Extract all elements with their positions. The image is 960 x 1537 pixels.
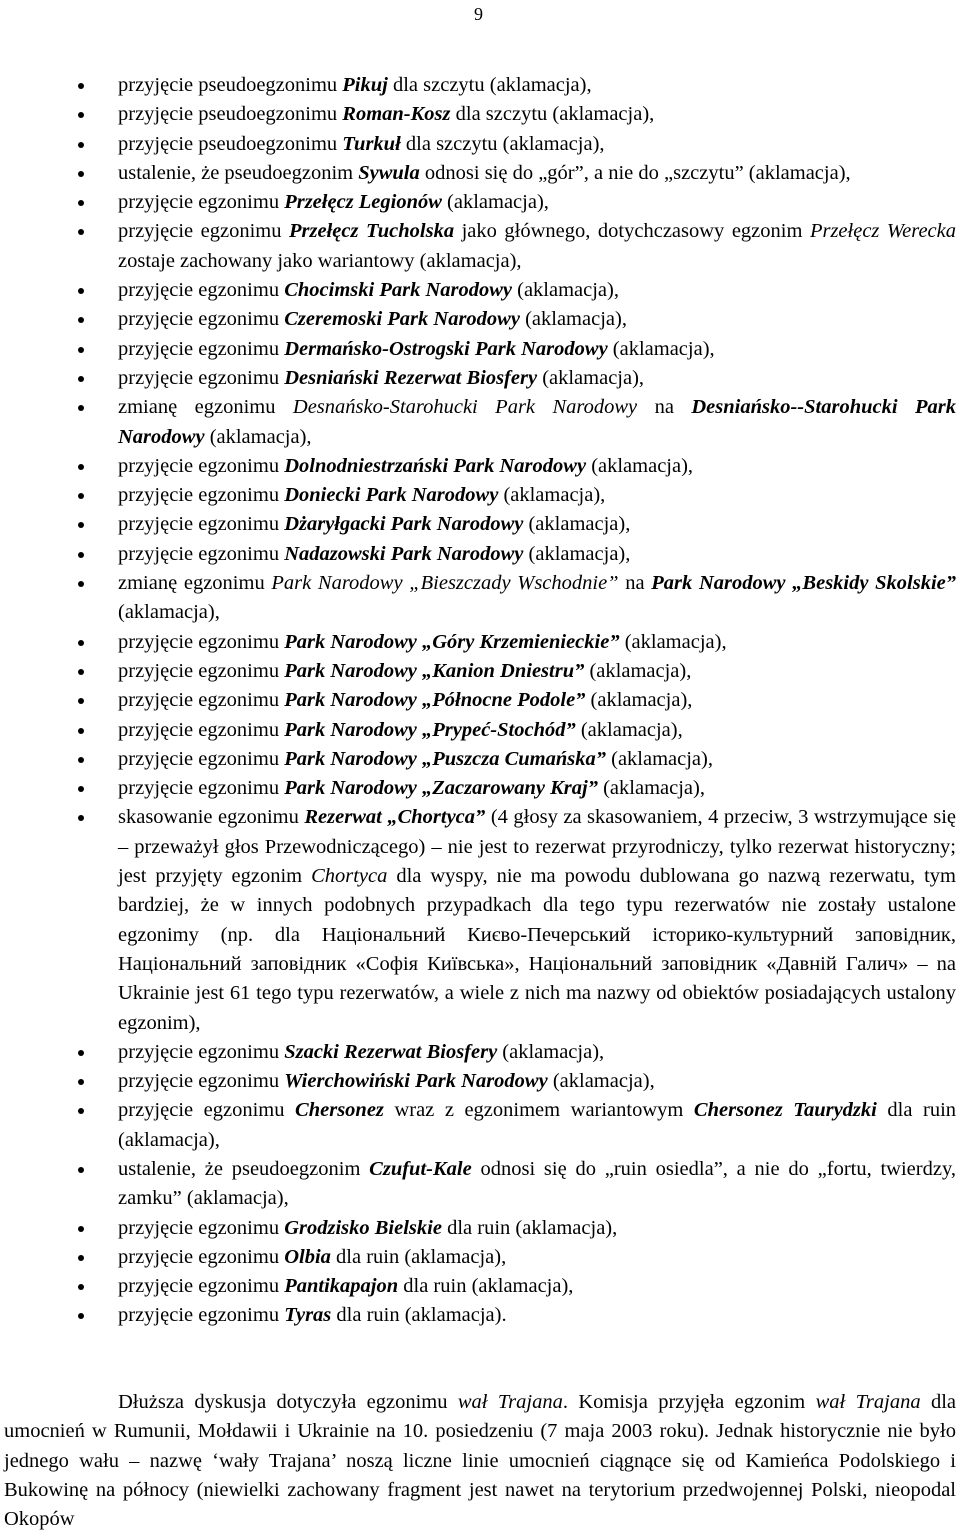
text-run: przyjęcie egzonimu <box>118 484 285 507</box>
list-item <box>118 686 956 715</box>
emphasized-name: Park Narodowy „Góry Krzemienieckie” <box>284 630 620 653</box>
text-run: Dłuższa dyskusja dotyczyła egzonimu <box>118 1391 458 1413</box>
list-item <box>118 305 956 334</box>
text-run: przyjęcie egzonimu <box>118 1099 296 1122</box>
text-run: skasowanie egzonimu <box>118 806 305 829</box>
emphasized-name: Desniańsko--Starohucki Park Narodowy <box>118 396 956 448</box>
list-item <box>118 393 956 452</box>
emphasized-name: Nadazowski Park Narodowy <box>284 542 524 565</box>
emphasized-name: Park Narodowy „Zaczarowany Kraj” <box>284 777 598 800</box>
text-run: (aklamacja), <box>441 191 549 214</box>
emphasized-name: wał Trajana <box>457 1391 563 1413</box>
text-run: (4 głosy za skasowaniem, 4 przeciw, 3 wstrzymujące się – przeważył głos Przewodniczącego) – nie jest to rezerwat przyrodniczy, tylko rezerwat historyczny; jest przyjęty egzonim <box>118 806 956 888</box>
emphasized-name: Park Narodowy „Bieszczady Wschodnie” <box>271 572 619 595</box>
text-run: przyjęcie egzonimu <box>118 747 285 770</box>
emphasized-name: Dolnodniestrzański Park Narodowy <box>284 454 587 477</box>
text-run: przyjęcie egzonimu <box>118 1245 285 1268</box>
text-run: (aklamacja), <box>586 454 694 477</box>
text-run: przyjęcie pseudoegzonimu <box>118 132 343 155</box>
text-run: dla ruin (aklamacja), <box>330 1245 507 1268</box>
list-item <box>118 540 956 569</box>
emphasized-name: Sywula <box>358 161 420 184</box>
list-item <box>118 628 956 657</box>
emphasized-name: Chersonez Taurydzki <box>693 1099 877 1122</box>
emphasized-name: Tyras <box>284 1304 332 1327</box>
list-item <box>118 100 956 129</box>
text-run: (aklamacja), <box>607 337 715 360</box>
text-run: przyjęcie egzonimu <box>118 337 285 360</box>
text-run: dla umocnień w Rumunii, Mołdawii i Ukrainie na 10. posiedzeniu (7 maja 2003 roku). Jednak historycznie nie było jednego wału – nazwę ‘wały Trajana’ noszą liczne linie umocnień ciągnące się od Kamieńca Podolskiego i Bukowinę na północy (niewielki zachowany fragment jest nawet na terytorium przedwojennej Polski, nieopodal Okopów <box>4 1391 957 1531</box>
emphasized-name: Grodzisko Bielskie <box>284 1216 442 1239</box>
emphasized-name: Szacki Rezerwat Biosfery <box>284 1040 498 1063</box>
emphasized-name: Pikuj <box>342 74 388 96</box>
list-item <box>118 364 956 393</box>
text-run: dla ruin (aklamacja), <box>118 1099 957 1151</box>
text-run: jako głównego, dotychczasowy egzonim <box>454 220 810 243</box>
list-item <box>118 335 956 364</box>
text-run: ustalenie, że pseudoegzonim <box>118 161 359 184</box>
text-run: dla ruin (aklamacja). <box>331 1304 507 1327</box>
text-run: (aklamacja), <box>512 279 619 302</box>
text-run: przyjęcie egzonimu <box>118 777 285 800</box>
list-item <box>118 217 956 276</box>
emphasized-name: Olbia <box>284 1245 331 1268</box>
text-run: przyjęcie egzonimu <box>118 1304 285 1327</box>
text-run: ustalenie, że pseudoegzonim <box>118 1157 370 1180</box>
body-paragraph <box>4 1388 956 1534</box>
list-item <box>118 71 956 100</box>
list-item <box>118 657 956 686</box>
list-item <box>118 1272 956 1301</box>
list-item <box>118 1096 956 1155</box>
text-run: dla wyspy, nie ma powodu dublowana go nazwą rezerwatu, tym bardziej, że w innych podobnych przypadkach dla tego typu rezerwatów nie zostały ustalone egzonimy (np. dla Національний Києво-Печерський історико-культурний заповідник, Національний заповідник «Софія Київська», Національний заповідник «Давній Галич» – na Ukrainie jest 61 tego typu rezerwatów, a wiele z nich ma nazwy od obiektów posiadających ustalony egzonim), <box>118 865 956 1034</box>
list-item <box>118 1038 956 1067</box>
emphasized-name: Park Narodowy „Prypeć-Stochód” <box>284 718 576 741</box>
emphasized-name: Czufut-Kale <box>369 1157 472 1180</box>
text-run: na <box>618 572 652 595</box>
list-item <box>118 276 956 305</box>
text-run: przyjęcie egzonimu <box>118 1216 285 1239</box>
list-item <box>118 452 956 481</box>
emphasized-name: Desniański Rezerwat Biosfery <box>284 366 538 389</box>
text-run: przyjęcie egzonimu <box>118 454 285 477</box>
list-item <box>118 1067 956 1096</box>
resolution-list <box>118 71 956 1331</box>
emphasized-name: Dermańsko-Ostrogski Park Narodowy <box>284 337 608 360</box>
text-run: (aklamacja), <box>606 747 713 770</box>
text-run: przyjęcie egzonimu <box>118 542 285 565</box>
text-run: przyjęcie egzonimu <box>118 689 285 712</box>
emphasized-name: Przełęcz Legionów <box>284 191 442 214</box>
emphasized-name: Chocimski Park Narodowy <box>284 279 512 302</box>
emphasized-name: Wierchowiński Park Narodowy <box>284 1070 548 1093</box>
text-run: dla ruin (aklamacja), <box>398 1275 574 1298</box>
emphasized-name: Park Narodowy „Puszcza Cumańska” <box>284 747 606 770</box>
list-item <box>118 716 956 745</box>
text-run: przyjęcie egzonimu <box>118 1040 285 1063</box>
text-run: (aklamacja), <box>547 1070 655 1093</box>
text-run: przyjęcie egzonimu <box>118 1070 285 1093</box>
text-run: przyjęcie egzonimu <box>118 366 285 389</box>
text-run: przyjęcie egzonimu <box>118 220 290 243</box>
text-run: (aklamacja), <box>523 513 631 536</box>
text-run: (aklamacja), <box>619 630 727 653</box>
emphasized-name: Pantikapajon <box>284 1275 399 1298</box>
text-run: przyjęcie egzonimu <box>118 191 285 214</box>
page-number: 9 <box>474 4 483 24</box>
text-run: . Komisja przyjęła egzonim <box>562 1391 816 1413</box>
text-run: odnosi się do „gór”, a nie do „szczytu” (aklamacja), <box>419 161 851 184</box>
emphasized-name: Park Narodowy „Kanion Dniestru” <box>284 659 585 682</box>
emphasized-name: Chortyca <box>311 865 388 888</box>
text-run: przyjęcie egzonimu <box>118 630 285 653</box>
list-item <box>118 188 956 217</box>
text-run: (aklamacja), <box>204 425 312 448</box>
text-run: dla szczytu (aklamacja), <box>400 132 605 155</box>
emphasized-name: Chersonez <box>295 1099 384 1122</box>
text-run: (aklamacja), <box>537 366 645 389</box>
text-run: dla ruin (aklamacja), <box>441 1216 618 1239</box>
emphasized-name: Park Narodowy „Beskidy Skolskie” <box>651 572 957 595</box>
list-item <box>118 159 956 188</box>
text-run: przyjęcie egzonimu <box>118 513 285 536</box>
text-run: zmianę egzonimu <box>118 572 272 595</box>
text-run: na <box>637 396 692 419</box>
text-run: (aklamacja), <box>575 718 683 741</box>
text-run: (aklamacja), <box>584 659 692 682</box>
emphasized-name: Przełęcz Werecka <box>809 220 956 243</box>
text-run: dla szczytu (aklamacja), <box>450 103 655 126</box>
text-run: (aklamacja), <box>597 777 705 800</box>
list-item <box>118 1301 956 1330</box>
list-item <box>118 1155 956 1214</box>
list-item <box>118 481 956 510</box>
text-run: przyjęcie egzonimu <box>118 279 285 302</box>
emphasized-name: Park Narodowy „Północne Podole” <box>284 689 586 712</box>
emphasized-name: Doniecki Park Narodowy <box>284 484 499 507</box>
emphasized-name: Turkuł <box>342 132 401 155</box>
emphasized-name: Rezerwat „Chortyca” <box>304 806 486 829</box>
emphasized-name: Przełęcz Tucholska <box>289 220 455 243</box>
text-run: (aklamacja), <box>523 542 631 565</box>
text-run: zostaje zachowany jako wariantowy (aklamacja), <box>118 249 522 272</box>
text-run: (aklamacja), <box>118 601 220 624</box>
list-item <box>118 130 956 159</box>
text-run: wraz z egzonimem wariantowym <box>383 1099 694 1122</box>
text-run: dla szczytu (aklamacja), <box>387 74 592 96</box>
emphasized-name: wał Trajana <box>815 1391 921 1413</box>
text-run: przyjęcie egzonimu <box>118 308 285 331</box>
list-item <box>118 774 956 803</box>
text-run: (aklamacja), <box>498 484 606 507</box>
text-run: (aklamacja), <box>585 689 693 712</box>
text-run: odnosi się do „ruin osiedla”, a nie do „fortu, twierdzy, zamku” (aklamacja), <box>118 1157 956 1210</box>
list-item <box>118 1243 956 1272</box>
text-run: przyjęcie pseudoegzonimu <box>118 74 343 96</box>
emphasized-name: Roman-Kosz <box>342 103 451 126</box>
text-run: przyjęcie egzonimu <box>118 1275 285 1298</box>
text-run: (aklamacja), <box>519 308 627 331</box>
text-run: przyjęcie egzonimu <box>118 718 285 741</box>
emphasized-name: Desnańsko-Starohucki Park Narodowy <box>292 396 638 419</box>
text-run: przyjęcie egzonimu <box>118 659 285 682</box>
list-item <box>118 803 956 1037</box>
emphasized-name: Dżaryłgacki Park Narodowy <box>284 513 524 536</box>
text-run: zmianę egzonimu <box>118 396 293 419</box>
text-run: (aklamacja), <box>497 1040 605 1063</box>
list-item <box>118 510 956 539</box>
list-item <box>118 569 956 628</box>
text-run: przyjęcie pseudoegzonimu <box>118 103 343 126</box>
list-item <box>118 745 956 774</box>
list-item <box>118 1214 956 1243</box>
emphasized-name: Czeremoski Park Narodowy <box>284 308 520 331</box>
